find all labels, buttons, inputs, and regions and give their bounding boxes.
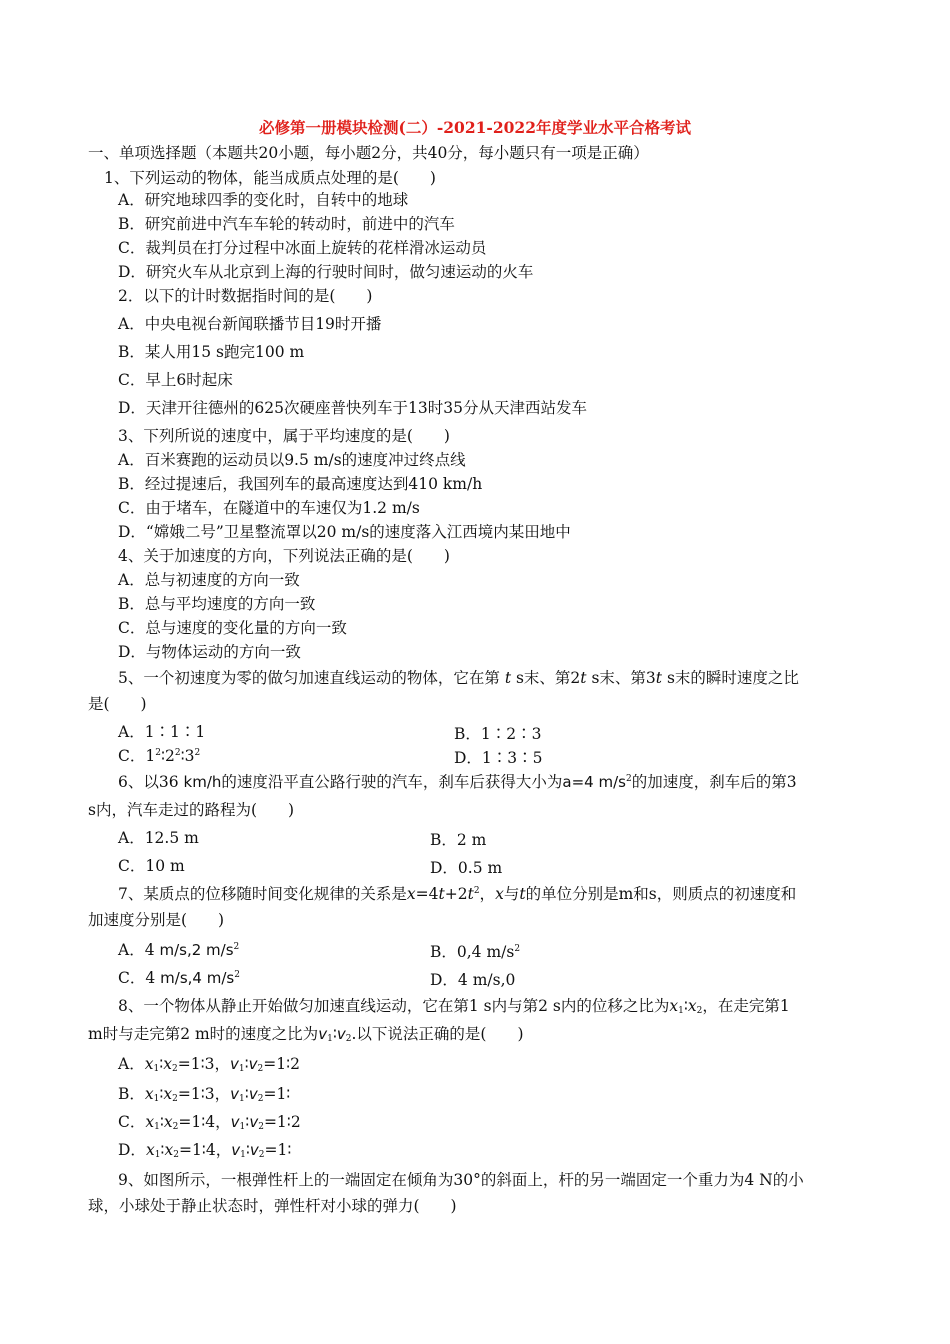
question-4-option-d: D．与物体运动的方向一致 xyxy=(118,643,301,661)
question-4-option-c: C．总与速度的变化量的方向一致 xyxy=(118,619,347,637)
section-heading: 一、单项选择题（本题共20小题，每小题2分，共40分，每小题只有一项是正确） xyxy=(88,144,649,162)
question-9-stem: 9、如图所示，一根弹性杆上的一端固定在倾角为30°的斜面上，杆的另一端固定一个重力为4 N的小 xyxy=(118,1171,804,1189)
question-2-option-c: C．早上6时起床 xyxy=(118,371,233,389)
question-6-option-d: D．0.5 m xyxy=(430,859,503,877)
question-1-option-b: B．研究前进中汽车车轮的转动时，前进中的汽车 xyxy=(118,215,455,233)
question-3-option-b: B．经过提速后，我国列车的最高速度达到410 km/h xyxy=(118,475,483,493)
question-8-option-b: B．$x_1∶x_2=1∶3$，$v_1∶v_2=1∶$ xyxy=(118,1085,291,1104)
question-2-stem: 2．以下的计时数据指时间的是( ) xyxy=(118,287,373,305)
page-title: 必修第一册模块检测(二）-2021-2022年度学业水平合格考试 xyxy=(259,118,691,137)
question-4-option-a: A．总与初速度的方向一致 xyxy=(118,571,300,589)
question-3-option-d: D．“嫦娥二号”卫星整流罩以20 m/s的速度落入江西境内某田地中 xyxy=(118,523,571,541)
question-6-option-c: C．10 m xyxy=(118,857,185,875)
question-2-option-a: A．中央电视台新闻联播节目19时开播 xyxy=(118,315,382,333)
question-5-option-d: D．1∶3∶5 xyxy=(454,749,543,767)
question-6-option-a: A．12.5 m xyxy=(118,829,199,847)
question-7-option-c: C．4 m/s,4 $m/s^2$ xyxy=(118,969,240,987)
question-1-option-d: D．研究火车从北京到上海的行驶时间时，做匀速运动的火车 xyxy=(118,263,534,281)
question-7-option-b: B．0,4 $m/s^2$ xyxy=(430,943,521,961)
question-3-option-a: A．百米赛跑的运动员以9.5 m/s的速度冲过终点线 xyxy=(118,451,466,469)
question-8-option-c: C．$x_1∶x_2=1∶4$，$v_1∶v_2=1∶2$ xyxy=(118,1113,301,1132)
question-7-stem: 7、某质点的位移随时间变化规律的关系是$x=4t+2t^2$，x与t的单位分别是m和s，则质点的初速度和 xyxy=(118,885,797,903)
question-5-stem-line2: 是( ) xyxy=(88,695,147,713)
question-7-option-d: D．4 m/s,0 xyxy=(430,971,516,989)
question-5-stem: 5、一个初速度为零的做匀加速直线运动的物体，它在第 t s末、第2t s末、第3t s末的瞬时速度之比 xyxy=(118,669,799,687)
question-3-stem: 3、下列所说的速度中，属于平均速度的是( ) xyxy=(118,427,450,445)
question-2-option-b: B．某人用15 s跑完100 m xyxy=(118,343,305,361)
question-8-stem-line2: m时与走完第2 m时的速度之比为$v_1∶v_2$.以下说法正确的是( ) xyxy=(88,1025,524,1044)
question-6-option-b: B．2 m xyxy=(430,831,487,849)
question-8-option-d: D．$x_1∶x_2=1∶4$，$v_1∶v_2=1∶$ xyxy=(118,1141,292,1160)
question-8-option-a: A．$x_1∶x_2=1∶3$，$v_1∶v_2=1∶2$ xyxy=(118,1055,301,1074)
question-6-stem: 6、以36 km/h的速度沿平直公路行驶的汽车，刹车后获得大小为a=4 $m/s^2$的加速度，刹车后的第3 xyxy=(118,773,797,791)
question-6-stem-line2: s内，汽车走过的路程为( ) xyxy=(88,801,295,819)
question-5-option-c: C．$1^2∶2^2∶3^2$ xyxy=(118,747,201,765)
question-4-stem: 4、关于加速度的方向，下列说法正确的是( ) xyxy=(118,547,450,565)
question-3-option-c: C．由于堵车，在隧道中的车速仅为1.2 m/s xyxy=(118,499,420,517)
question-7-option-a: A．4 m/s,2 $m/s^2$ xyxy=(118,941,240,959)
question-1-option-a: A．研究地球四季的变化时，自转中的地球 xyxy=(118,191,409,209)
question-5-option-a: A．1∶1∶1 xyxy=(118,723,206,741)
question-4-option-b: B．总与平均速度的方向一致 xyxy=(118,595,316,613)
question-8-stem: 8、一个物体从静止开始做匀加速直线运动，它在第1 s内与第2 s内的位移之比为$x_1∶x_2$，在走完第1 xyxy=(118,997,790,1016)
question-2-option-d: D．天津开往德州的625次硬座普快列车于13时35分从天津西站发车 xyxy=(118,399,587,417)
question-1-option-c: C．裁判员在打分过程中冰面上旋转的花样滑冰运动员 xyxy=(118,239,487,257)
question-9-stem-line2: 球，小球处于静止状态时，弹性杆对小球的弹力( ) xyxy=(88,1197,457,1215)
question-7-stem-line2: 加速度分别是( ) xyxy=(88,911,225,929)
question-5-option-b: B．1∶2∶3 xyxy=(454,725,542,743)
question-1-stem: 1、下列运动的物体，能当成质点处理的是( ) xyxy=(104,169,436,187)
